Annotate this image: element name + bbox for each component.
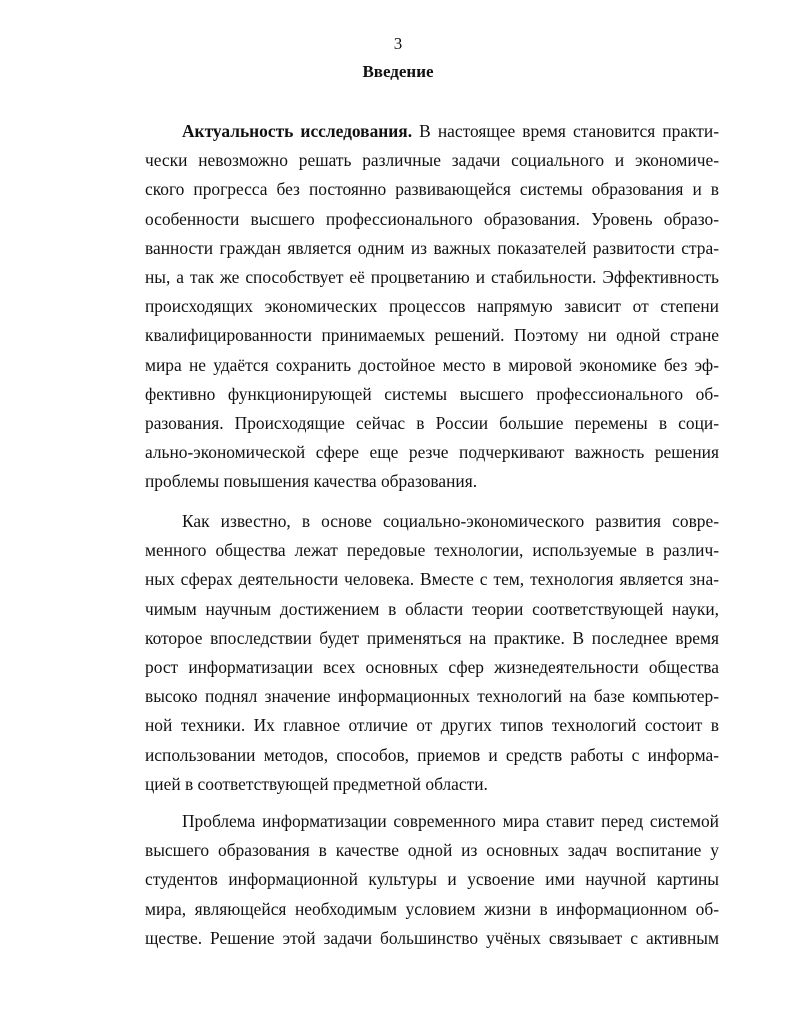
paragraph-line: цией в соответствующей предметной области. <box>145 773 488 794</box>
paragraph-line: ществе. Решение этой задачи большинство учёных связывает с активным <box>145 927 719 948</box>
paragraph-line: которое впоследствии будет применяться на практике. В последнее время <box>145 627 719 648</box>
paragraph-relevance <box>145 117 719 496</box>
paragraph-line: разования. Происходящие сейчас в России большие перемены в соци- <box>145 412 719 433</box>
paragraph-line: фективно функционирующей системы высшего профессионального об- <box>145 383 719 404</box>
paragraph-lead: Актуальность исследования. <box>182 121 413 141</box>
paragraph-informatization <box>145 807 719 953</box>
paragraph-line: Как известно, в основе социально-экономического развития совре- <box>182 511 719 531</box>
paragraph-line: проблемы повышения качества образования. <box>145 471 478 492</box>
paragraph-line: ны, а так же способствует её процветанию и стабильности. Эффективность <box>145 266 719 287</box>
paragraph-line: высшего образования в качестве одной из основных задач воспитание у <box>145 840 719 861</box>
paragraph-line: чески невозможно решать различные задачи социального и экономиче- <box>145 150 719 171</box>
paragraph-line: использовании методов, способов, приемов и средств работы с информа- <box>145 744 719 765</box>
paragraph-line: менного общества лежат передовые технологии, используемые в различ- <box>145 540 719 561</box>
paragraph-line: рост информатизации всех основных сфер жизнедеятельности общества <box>145 656 719 677</box>
paragraph-line: квалифицированности принимаемых решений. Поэтому ни одной стране <box>145 325 719 346</box>
paragraph-line: ной техники. Их главное отличие от других типов технологий состоит в <box>145 715 719 736</box>
paragraph-line: Проблема информатизации современного мира ставит перед системой <box>182 811 719 831</box>
paragraph-line: студентов информационной культуры и усвоение ими научной картины <box>145 869 719 890</box>
paragraph-line: мира не удаётся сохранить достойное место в мировой экономике без эф- <box>145 354 719 375</box>
paragraph-line: ванности граждан является одним из важных показателей развитости стра- <box>145 237 719 258</box>
paragraph-line: высоко поднял значение информационных технологий на базе компьютер- <box>145 686 719 707</box>
paragraph-line: особенности высшего профессионального образования. Уровень образо- <box>145 208 719 229</box>
paragraph-line: ально-экономической сфере еще резче подчеркивают важность решения <box>145 442 719 463</box>
paragraph-line: происходящих экономических процессов напрямую зависит от степени <box>145 296 719 317</box>
paragraph-line-text: В настоящее время становится практи- <box>412 121 720 141</box>
paragraph-line <box>145 117 719 146</box>
section-heading: Введение <box>362 62 434 81</box>
paragraph-line: ского прогресса без постоянно развивающейся системы образования и в <box>145 179 719 200</box>
paragraph-technologies <box>145 507 719 799</box>
paragraph-line: чимым научным достижением в области теории соответствующей науки, <box>145 598 719 619</box>
page-number: 3 <box>393 34 403 53</box>
paragraph-line: ных сферах деятельности человека. Вместе с тем, технология является зна- <box>145 569 719 590</box>
paragraph-line: мира, являющейся необходимым условием жизни в информационном об- <box>145 898 719 919</box>
